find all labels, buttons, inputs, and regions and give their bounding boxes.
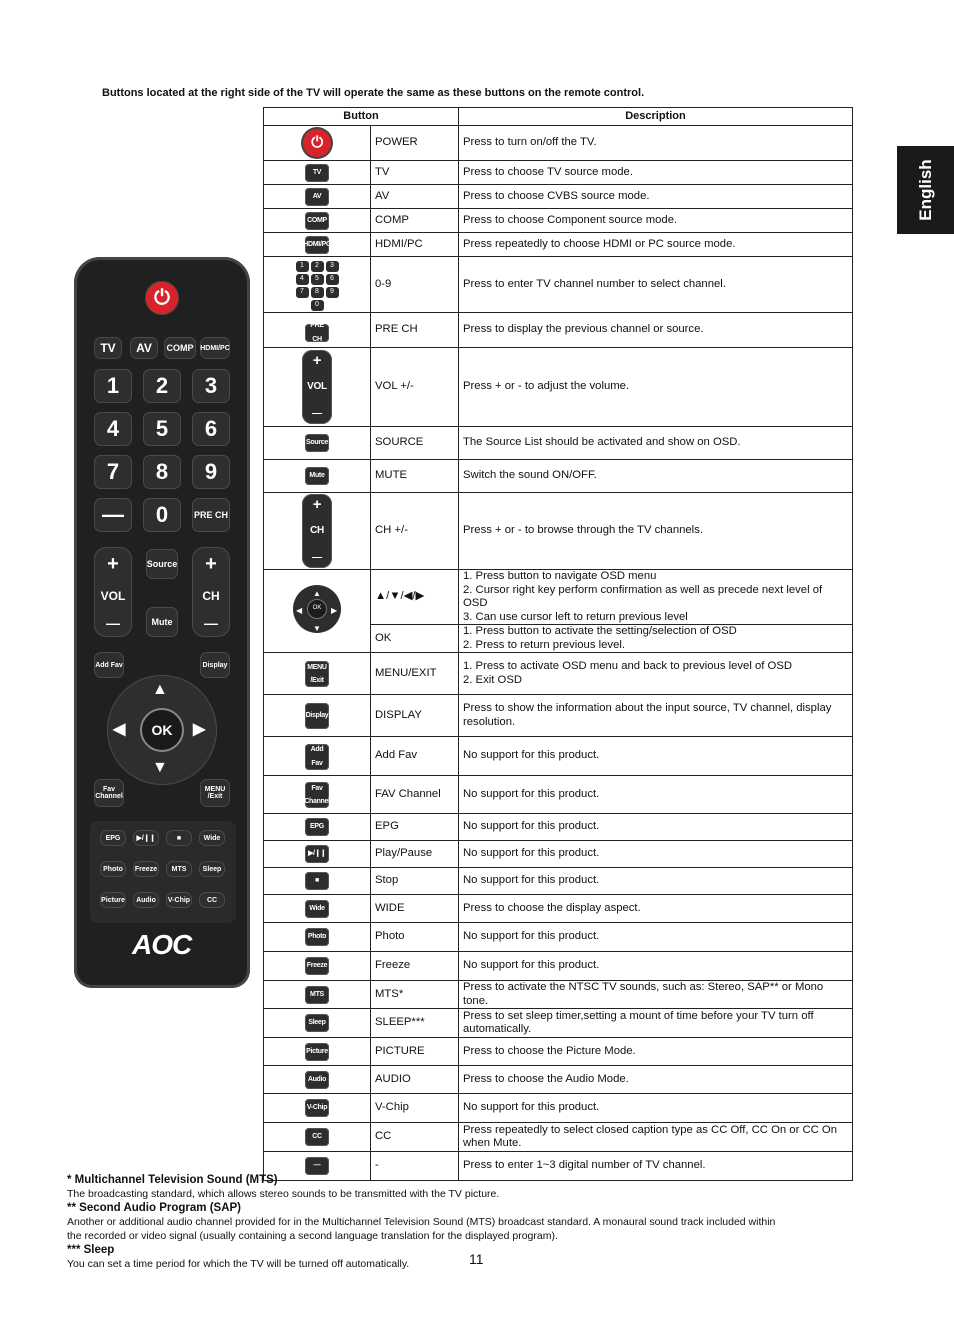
button-icon-cell <box>264 868 371 895</box>
button-description: No support for this product. <box>459 776 853 814</box>
table-row <box>264 981 853 1009</box>
button-description: No support for this product. <box>459 868 853 895</box>
remote-photo: Photo <box>100 861 126 877</box>
plus-icon: + <box>107 553 119 575</box>
button-icon-cell <box>264 1094 371 1123</box>
table-row <box>264 313 853 348</box>
arrow-right-icon: ▶ <box>193 721 206 738</box>
button-description: Press to choose the Audio Mode. <box>459 1066 853 1094</box>
dpad-icon: ▲ ▼ ◀ ▶ OK <box>293 585 341 633</box>
table-row <box>264 695 853 737</box>
button-name: FAV Channel <box>371 776 459 814</box>
minus-icon: — <box>204 615 218 631</box>
button-description: Press + or - to adjust the volume. <box>459 348 853 427</box>
table-row <box>264 952 853 981</box>
button-description: Switch the sound ON/OFF. <box>459 460 853 493</box>
button-name: Play/Pause <box>371 841 459 868</box>
remote-ch-rocker <box>192 547 230 637</box>
ch-rocker-icon: + CH — <box>302 494 332 568</box>
remote-key-8: 8 <box>143 455 181 489</box>
button-icon-cell <box>264 737 371 776</box>
button-icon-cell <box>264 1009 371 1038</box>
freeze-key-icon: Freeze <box>305 957 329 975</box>
table-row <box>264 257 853 313</box>
--key-icon: ■ <box>305 872 329 890</box>
button-description: No support for this product. <box>459 1094 853 1123</box>
button-name: - <box>371 1152 459 1181</box>
button-name: Stop <box>371 868 459 895</box>
button-table <box>263 107 853 1181</box>
button-name: SOURCE <box>371 427 459 460</box>
table-row <box>264 1123 853 1152</box>
epg-key-icon: EPG <box>305 818 329 836</box>
button-name: CC <box>371 1123 459 1152</box>
remote-power-icon: ⏻ <box>145 281 179 315</box>
button-description: Press to display the previous channel or source. <box>459 313 853 348</box>
button-icon-cell <box>264 1038 371 1066</box>
button-description: No support for this product. <box>459 841 853 868</box>
v-chip-key-icon: V-Chip <box>305 1099 329 1117</box>
button-description: Press to choose TV source mode. <box>459 161 853 185</box>
remote-key-5: 5 <box>143 412 181 446</box>
remote-display: Display <box>200 652 230 678</box>
minus-icon: — <box>106 615 120 631</box>
footnote-sleep-text: You can set a time period for which the TV will be turned off automatically. <box>67 1258 410 1270</box>
tv-key-icon: TV <box>305 164 329 182</box>
header-description: Description <box>459 108 853 126</box>
button-icon-cell <box>264 776 371 814</box>
button-name: EPG <box>371 814 459 841</box>
table-row <box>264 427 853 460</box>
remote-brand-logo: AOC <box>132 929 192 960</box>
remote-control-illustration <box>74 257 250 988</box>
remote-menu-exit: MENU /Exit <box>200 779 230 807</box>
remote-freeze: Freeze <box>133 861 159 877</box>
pre-ch-key-icon: PRE CH <box>305 324 329 342</box>
button-name: MUTE <box>371 460 459 493</box>
button-description: 1. Press to activate OSD menu and back to previous level of OSD 2. Exit OSD <box>459 653 853 695</box>
table-row <box>264 653 853 695</box>
button-icon-cell <box>264 695 371 737</box>
table-row <box>264 841 853 868</box>
audio-key-icon: Audio <box>305 1071 329 1089</box>
footnote-sap-title: ** Second Audio Program (SAP) <box>67 1202 242 1214</box>
button-icon-cell <box>264 923 371 952</box>
language-tab <box>897 146 954 234</box>
remote-ch-label: CH <box>202 588 220 603</box>
number-keypad-icon: 1 2 3 4 5 6 7 8 9 0 <box>296 261 339 311</box>
remote-key-2: 2 <box>143 369 181 403</box>
remote-vchip: V-Chip <box>166 892 192 908</box>
picture-key-icon: Picture <box>305 1043 329 1061</box>
arrow-up-icon: ▲ <box>152 681 168 698</box>
button-name: HDMI/PC <box>371 233 459 257</box>
button-name: MTS* <box>371 981 459 1009</box>
footnote-mts-title: * Multichannel Television Sound (MTS) <box>67 1174 278 1186</box>
button-description: Press to enter TV channel number to select channel. <box>459 257 853 313</box>
remote-fav-channel: Fav Channel <box>94 779 124 807</box>
button-icon-cell <box>264 126 371 161</box>
button-icon-cell <box>264 1123 371 1152</box>
remote-key-prech: PRE CH <box>192 498 230 532</box>
remote-vol-rocker <box>94 547 132 637</box>
button-name: Add Fav <box>371 737 459 776</box>
remote-ok: OK <box>140 708 184 752</box>
remote-audio: Audio <box>133 892 159 908</box>
button-description: Press to choose the Picture Mode. <box>459 1038 853 1066</box>
cc-key-icon: CC <box>305 1128 329 1146</box>
button-description: Press repeatedly to choose HDMI or PC source mode. <box>459 233 853 257</box>
button-name: VOL +/- <box>371 348 459 427</box>
table-row <box>264 737 853 776</box>
remote-epg: EPG <box>100 830 126 846</box>
plus-icon: + <box>205 553 217 575</box>
header-button: Button <box>264 108 459 126</box>
table-row <box>264 185 853 209</box>
button-icon-cell <box>264 493 371 570</box>
button-icon-cell <box>264 460 371 493</box>
remote-play-pause: ▶/❙❙ <box>133 830 159 846</box>
footnote-sleep-title: *** Sleep <box>67 1244 115 1256</box>
remote-wide: Wide <box>199 830 225 846</box>
table-row <box>264 814 853 841</box>
button-icon-cell <box>264 570 371 653</box>
button-name: Freeze <box>371 952 459 981</box>
footnote-sap-text: Another or additional audio channel provided for in the Multichannel Television Sound (MTS) broadcast standard. A monaural sound track included within the recorded or video signal (usually containing a second language translation for the displayed program). <box>67 1216 776 1242</box>
footnotes <box>67 1173 775 1271</box>
remote-picture: Picture <box>100 892 126 908</box>
remote-add-fav: Add Fav <box>94 652 124 678</box>
button-name: V-Chip <box>371 1094 459 1123</box>
button-description: Press to choose the display aspect. <box>459 895 853 923</box>
remote-key-6: 6 <box>192 412 230 446</box>
remote-key-7: 7 <box>94 455 132 489</box>
mts-key-icon: MTS <box>305 986 329 1004</box>
button-description: No support for this product. <box>459 923 853 952</box>
remote-mts: MTS <box>166 861 192 877</box>
language-tab-label: English <box>915 159 935 221</box>
arrow-down-icon: ▼ <box>152 759 168 776</box>
button-name: SLEEP*** <box>371 1009 459 1038</box>
table-row <box>264 895 853 923</box>
remote-key-1: 1 <box>94 369 132 403</box>
remote-bottom-panel <box>90 821 236 923</box>
remote-key-3: 3 <box>192 369 230 403</box>
remote-key-dash: — <box>94 498 132 532</box>
button-icon-cell <box>264 895 371 923</box>
button-name: WIDE <box>371 895 459 923</box>
button-name: AUDIO <box>371 1066 459 1094</box>
button-description: Press + or - to browse through the TV channels. <box>459 493 853 570</box>
button-description: Press repeatedly to select closed caption type as CC Off, CC On or CC On when Mute. <box>459 1123 853 1152</box>
sleep-key-icon: Sleep <box>305 1014 329 1032</box>
button-name: MENU/EXIT <box>371 653 459 695</box>
av-key-icon: AV <box>305 188 329 206</box>
button-name: AV <box>371 185 459 209</box>
button-icon-cell <box>264 981 371 1009</box>
button-icon-cell <box>264 257 371 313</box>
fav-channel-key-icon: Fav Channel <box>305 782 329 808</box>
wide-key-icon: Wide <box>305 900 329 918</box>
remote-source: Source <box>146 549 178 579</box>
remote-stop: ■ <box>166 830 192 846</box>
button-description: No support for this product. <box>459 814 853 841</box>
table-header <box>264 108 853 126</box>
arrow-left-icon: ◀ <box>113 721 126 738</box>
table-row <box>264 209 853 233</box>
remote-cc: CC <box>199 892 225 908</box>
button-icon-cell <box>264 653 371 695</box>
button-description: The Source List should be activated and show on OSD. <box>459 427 853 460</box>
table-row <box>264 233 853 257</box>
button-description: Press to choose Component source mode. <box>459 209 853 233</box>
button-icon-cell <box>264 161 371 185</box>
remote-mute: Mute <box>146 607 178 637</box>
remote-nav-ring <box>107 675 217 785</box>
button-name: CH +/- <box>371 493 459 570</box>
table-row <box>264 1094 853 1123</box>
table-row <box>264 460 853 493</box>
button-name: ▲/▼/◀/▶ <box>371 570 459 625</box>
button-description: Press to choose CVBS source mode. <box>459 185 853 209</box>
page-number: 11 <box>469 1251 484 1267</box>
table-row <box>264 1009 853 1038</box>
button-description: Press to show the information about the input source, TV channel, display resolution. <box>459 695 853 737</box>
button-icon-cell <box>264 952 371 981</box>
button-description: 1. Press button to activate the setting/selection of OSD 2. Press to return previous level. <box>459 625 853 653</box>
add-fav-key-icon: Add Fav <box>305 744 329 770</box>
button-description: No support for this product. <box>459 737 853 776</box>
intro-note: Buttons located at the right side of the TV will operate the same as these buttons on the remote control. <box>102 87 645 99</box>
button-name: PRE CH <box>371 313 459 348</box>
button-description: 1. Press button to navigate OSD menu 2. Cursor right key perform confirmation as well as precede next level of OSD 3. Can use cursor left to return previous level <box>459 570 853 625</box>
button-icon-cell <box>264 185 371 209</box>
--key-icon: ▶/❙❙ <box>305 845 329 863</box>
table-row <box>264 493 853 570</box>
button-name: POWER <box>371 126 459 161</box>
table-row <box>264 126 853 161</box>
remote-key-9: 9 <box>192 455 230 489</box>
remote-key-4: 4 <box>94 412 132 446</box>
remote-key-hdmi: HDMI/PC <box>200 337 230 359</box>
button-name: PICTURE <box>371 1038 459 1066</box>
button-description: Press to activate the NTSC TV sounds, such as: Stereo, SAP** or Mono tone. <box>459 981 853 1009</box>
button-name: DISPLAY <box>371 695 459 737</box>
button-description: Press to set sleep timer,setting a mount of time before your TV turn off automatically. <box>459 1009 853 1038</box>
button-icon-cell <box>264 1066 371 1094</box>
button-description: No support for this product. <box>459 952 853 981</box>
button-name: OK <box>371 625 459 653</box>
remote-key-tv: TV <box>94 337 122 359</box>
power-icon: ⏻ <box>303 129 331 157</box>
remote-vol-label: VOL <box>100 588 126 603</box>
remote-key-av: AV <box>130 337 158 359</box>
button-icon-cell <box>264 427 371 460</box>
button-name: COMP <box>371 209 459 233</box>
remote-sleep: Sleep <box>199 861 225 877</box>
footnote-mts-text: The broadcasting standard, which allows stereo sounds to be transmitted with the TV picture. <box>67 1188 500 1200</box>
mute-key-icon: Mute <box>305 467 329 485</box>
table-row <box>264 570 853 625</box>
remote-key-comp: COMP <box>164 337 196 359</box>
hdmi-pc-key-icon: HDMI/PC <box>305 236 329 254</box>
button-icon-cell <box>264 209 371 233</box>
--key-icon: — <box>305 1157 329 1175</box>
table-row <box>264 923 853 952</box>
table-row <box>264 1038 853 1066</box>
table-row <box>264 868 853 895</box>
photo-key-icon: Photo <box>305 928 329 946</box>
button-icon-cell <box>264 841 371 868</box>
button-icon-cell <box>264 233 371 257</box>
button-name: 0-9 <box>371 257 459 313</box>
menu-exit-key-icon: MENU /Exit <box>305 661 329 687</box>
button-name: TV <box>371 161 459 185</box>
table-row <box>264 161 853 185</box>
button-name: Photo <box>371 923 459 952</box>
button-description: Press to turn on/off the TV. <box>459 126 853 161</box>
button-description: Press to enter 1~3 digital number of TV channel. <box>459 1152 853 1181</box>
button-icon-cell <box>264 348 371 427</box>
remote-key-0: 0 <box>143 498 181 532</box>
button-icon-cell <box>264 814 371 841</box>
display-key-icon: Display <box>305 703 329 729</box>
source-key-icon: Source <box>305 434 329 452</box>
table-row <box>264 776 853 814</box>
comp-key-icon: COMP <box>305 212 329 230</box>
button-icon-cell <box>264 313 371 348</box>
table-row <box>264 1066 853 1094</box>
vol-rocker-icon: + VOL — <box>302 350 332 424</box>
table-row <box>264 348 853 427</box>
